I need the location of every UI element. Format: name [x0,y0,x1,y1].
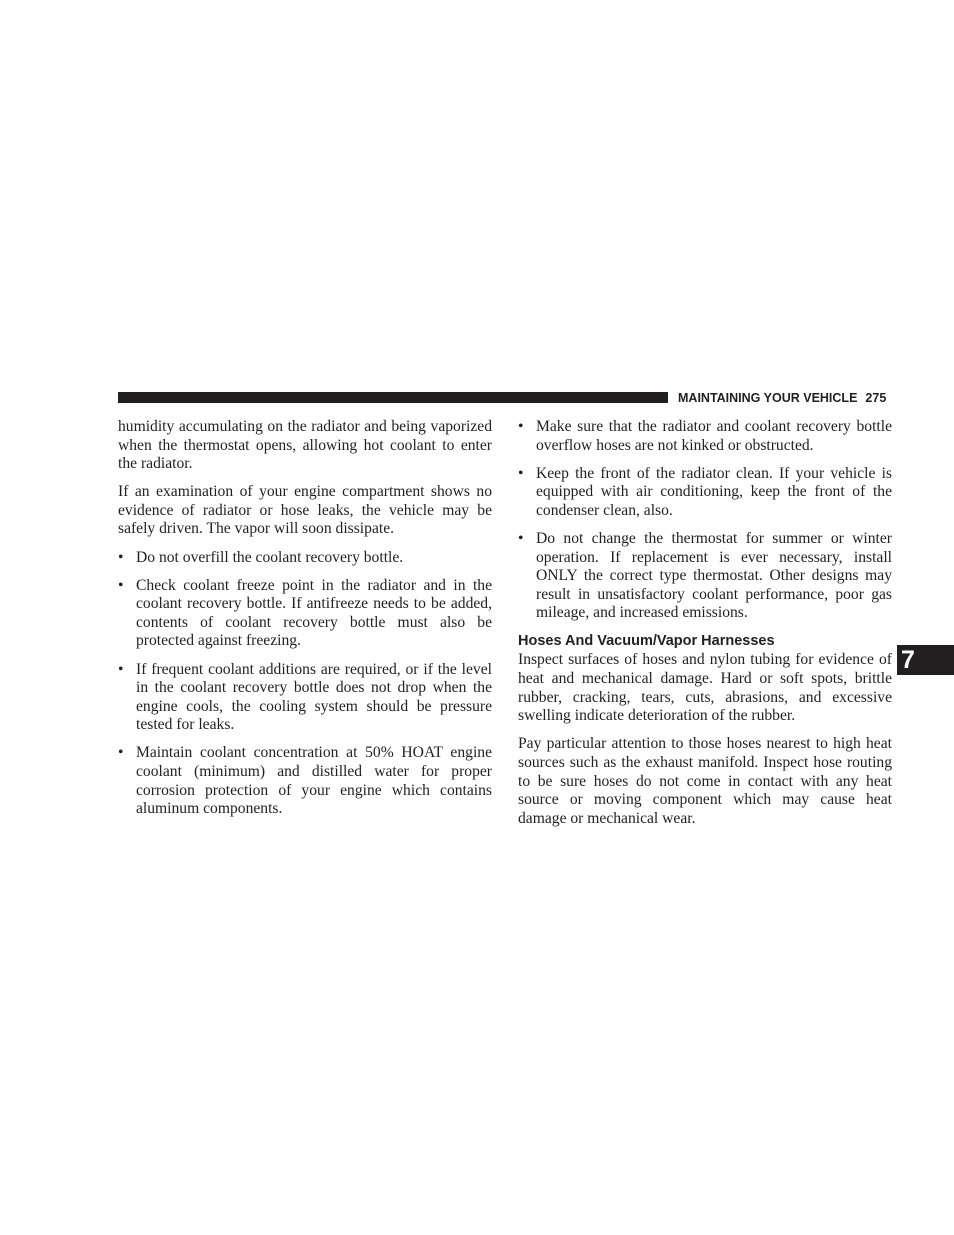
paragraph: Pay particular attention to those hoses nearest to high heat sources such as the exhaust manifold. Inspect hose routing to be sure hoses do not come in contact with any heat source or moving component which may cause heat damage or mechanical wear. [518,735,892,827]
paragraph: If an examination of your engine compartment shows no evidence of radiator or hose leaks, the vehicle may be safely driven. The vapor will soon dissipate. [118,483,492,538]
bullet-icon: • [118,744,124,762]
bullet-icon: • [118,576,124,594]
section-heading: Hoses And Vacuum/Vapor Harnesses [518,633,775,650]
list-item-text: Maintain coolant concentration at 50% HOAT engine coolant (minimum) and distilled water for proper corrosion protection of your engine which contains aluminum components. [136,744,492,818]
list-item-text: Do not change the thermostat for summer or winter operation. If replacement is ever necessary, install ONLY the correct type thermostat. Other designs may result in unsatisfactory coolant performance, poor gas mileage, and increased emissions. [536,529,892,622]
list-item [118,744,492,818]
list-item [118,577,492,651]
paragraph: humidity accumulating on the radiator and being vaporized when the thermostat opens, allowing hot coolant to enter the radiator. [118,418,492,473]
section-title: MAINTAINING YOUR VEHICLE [678,391,858,405]
list-item [118,549,492,568]
running-header [678,390,886,406]
bullet-list [518,418,892,623]
list-item [118,661,492,735]
list-item [518,418,892,455]
bullet-icon: • [118,660,124,678]
list-item-text: If frequent coolant additions are required, or if the level in the coolant recovery bottle does not drop when the engine cools, the cooling system should be pressure tested for leaks. [136,660,492,734]
page-number: 275 [865,391,887,405]
list-item [518,465,892,521]
list-item [518,530,892,623]
left-column [118,418,492,828]
paragraph: Inspect surfaces of hoses and nylon tubing for evidence of heat and mechanical damage. Hard or soft spots, brittle rubber, cracking, tears, cuts, abrasions, and excessive swelling indicate deterioration of the rubber. [518,651,892,725]
list-item-text: Make sure that the radiator and coolant recovery bottle overflow hoses are not kinked or obstructed. [536,418,892,454]
bullet-icon: • [518,464,524,482]
list-item-text: Do not overfill the coolant recovery bottle. [136,548,404,566]
list-item-text: Keep the front of the radiator clean. If your vehicle is equipped with air conditioning, keep the front of the condenser clean, also. [536,464,892,519]
bullet-icon: • [518,418,524,435]
bullet-list [118,549,492,819]
header-rule [118,392,668,403]
bullet-icon: • [518,529,524,547]
list-item-text: Check coolant freeze point in the radiator and in the coolant recovery bottle. If antifreeze needs to be added, contents of coolant recovery bottle must also be protected against freezing. [136,576,492,650]
right-column [518,418,892,838]
bullet-icon: • [118,548,124,566]
chapter-tab: 7 [897,645,954,675]
